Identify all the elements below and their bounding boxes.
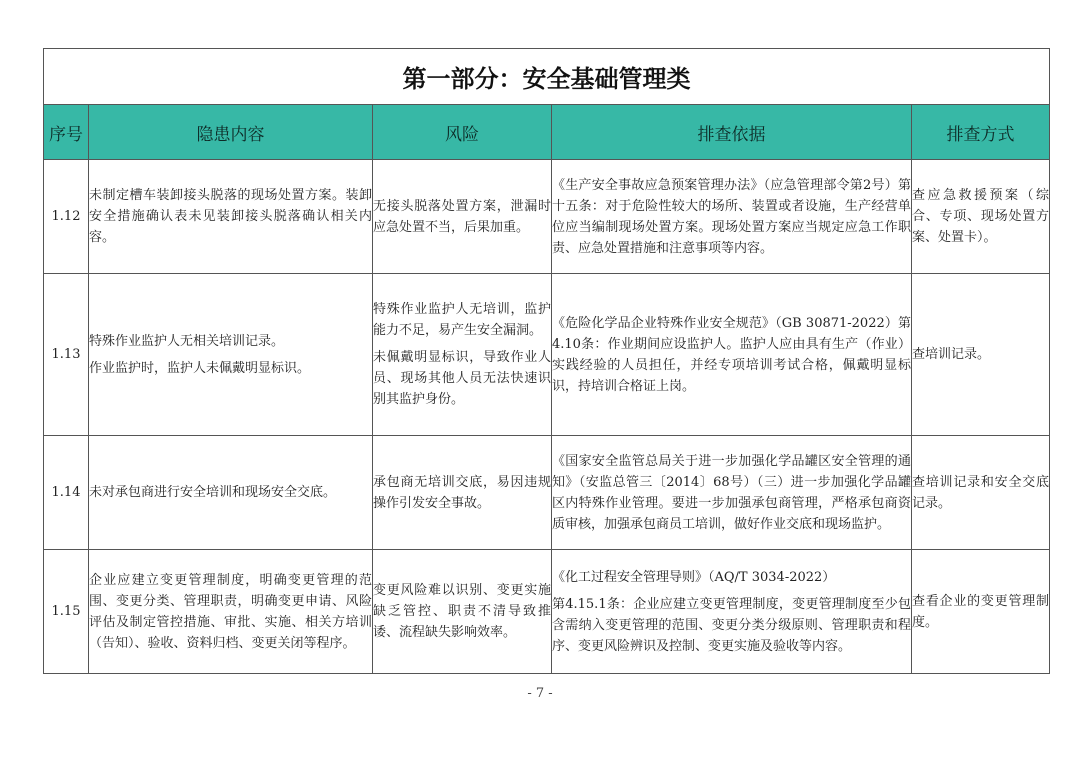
hazard-text: 未对承包商进行安全培训和现场安全交底。 xyxy=(89,485,337,500)
method-text: 查培训记录。 xyxy=(912,347,991,362)
row-number: 1.12 xyxy=(44,160,89,274)
table-row xyxy=(44,436,1050,550)
method-text: 查看企业的变更管理制度。 xyxy=(912,593,1050,630)
basis-text: 《化工过程安全管理导则》（AQ/T 3034-2022） xyxy=(552,569,836,585)
method-text: 查应急救援预案（综合、专项、现场处置方案、处置卡）。 xyxy=(912,188,1050,245)
risk-text: 特殊作业监护人无培训，监护能力不足，易产生安全漏洞。 xyxy=(373,302,551,338)
row-number: 1.13 xyxy=(44,274,89,436)
risk-cell xyxy=(373,274,552,436)
method-cell xyxy=(912,550,1050,674)
page-number: - 7 - xyxy=(527,686,553,701)
risk-text: 未佩戴明显标识，导致作业人员、现场其他人员无法快速识别其监护身份。 xyxy=(373,350,551,407)
basis-text: 《国家安全监管总局关于进一步加强化学品罐区安全管理的通知》（安监总管三〔2014〕68号）（三）进一步加强化学品罐区内特殊作业管理。要进一步加强承包商管理，严格承包商资质审核，加强承包商员工培训，做好作业交底和现场监护。 xyxy=(552,453,911,532)
table-row xyxy=(44,550,1050,674)
title-row xyxy=(44,49,1050,105)
basis-text: 《生产安全事故应急预案管理办法》（应急管理部令第2号）第十五条：对于危险性较大的场所、装置或者设施，生产经营单位应当编制现场处置方案。现场处置方案应当规定应急工作职责、应急处置措施和注意事项等内容。 xyxy=(552,177,911,256)
basis-cell xyxy=(552,550,912,674)
risk-text: 无接头脱落处置方案，泄漏时应急处置不当，后果加重。 xyxy=(373,198,551,235)
row-number: 1.14 xyxy=(44,436,89,550)
table-row xyxy=(44,274,1050,436)
hazard-cell xyxy=(89,436,373,550)
hazard-text: 特殊作业监护人无相关培训记录。 xyxy=(89,333,285,349)
page-title: 第一部分：安全基础管理类 xyxy=(44,49,1050,105)
basis-cell xyxy=(552,436,912,550)
basis-text: 《危险化学品企业特殊作业安全规范》（GB 30871-2022）第4.10条：作业期间应设监护人。监护人应由具有生产（作业）实践经验的人员担任，并经专项培训考试合格，佩戴明显标识，持培训合格证上岗。 xyxy=(552,315,911,394)
method-cell xyxy=(912,436,1050,550)
hazard-cell xyxy=(89,160,373,274)
basis-cell xyxy=(552,274,912,436)
column-header-no: 序号 xyxy=(44,105,89,160)
column-header-basis: 排查依据 xyxy=(552,105,912,160)
method-cell xyxy=(912,160,1050,274)
risk-text: 承包商无培训交底，易因违规操作引发安全事故。 xyxy=(373,474,551,511)
column-header-risk: 风险 xyxy=(373,105,552,160)
basis-cell xyxy=(552,160,912,274)
hazard-cell xyxy=(89,550,373,674)
column-header-hazard: 隐患内容 xyxy=(89,105,373,160)
row-number: 1.15 xyxy=(44,550,89,674)
hazard-cell xyxy=(89,274,373,436)
hazard-text: 作业监护时，监护人未佩戴明显标识。 xyxy=(89,360,311,376)
method-text: 查培训记录和安全交底记录。 xyxy=(912,474,1050,511)
basis-text: 第4.15.1条：企业应建立变更管理制度，变更管理制度至少包含需纳入变更管理的范围、变更分类分级原则、管理职责和程序、变更风险辨识及控制、变更实施及验收等内容。 xyxy=(552,596,911,654)
method-cell xyxy=(912,274,1050,436)
risk-text: 变更风险难以识别、变更实施缺乏管控、职责不清导致推诿、流程缺失影响效率。 xyxy=(373,583,551,640)
header-row xyxy=(44,105,1050,160)
risk-cell xyxy=(373,550,552,674)
table-row xyxy=(44,160,1050,274)
risk-cell xyxy=(373,160,552,274)
hazard-table xyxy=(43,48,1050,674)
column-header-method: 排查方式 xyxy=(912,105,1050,160)
hazard-text: 未制定槽车装卸接头脱落的现场处置方案。装卸安全措施确认表未见装卸接头脱落确认相关内容。 xyxy=(89,188,372,245)
hazard-text: 企业应建立变更管理制度，明确变更管理的范围、变更分类、管理职责，明确变更申请、风险评估及制定管控措施、审批、实施、相关方培训（告知）、验收、资料归档、变更关闭等程序。 xyxy=(89,572,372,651)
risk-cell xyxy=(373,436,552,550)
